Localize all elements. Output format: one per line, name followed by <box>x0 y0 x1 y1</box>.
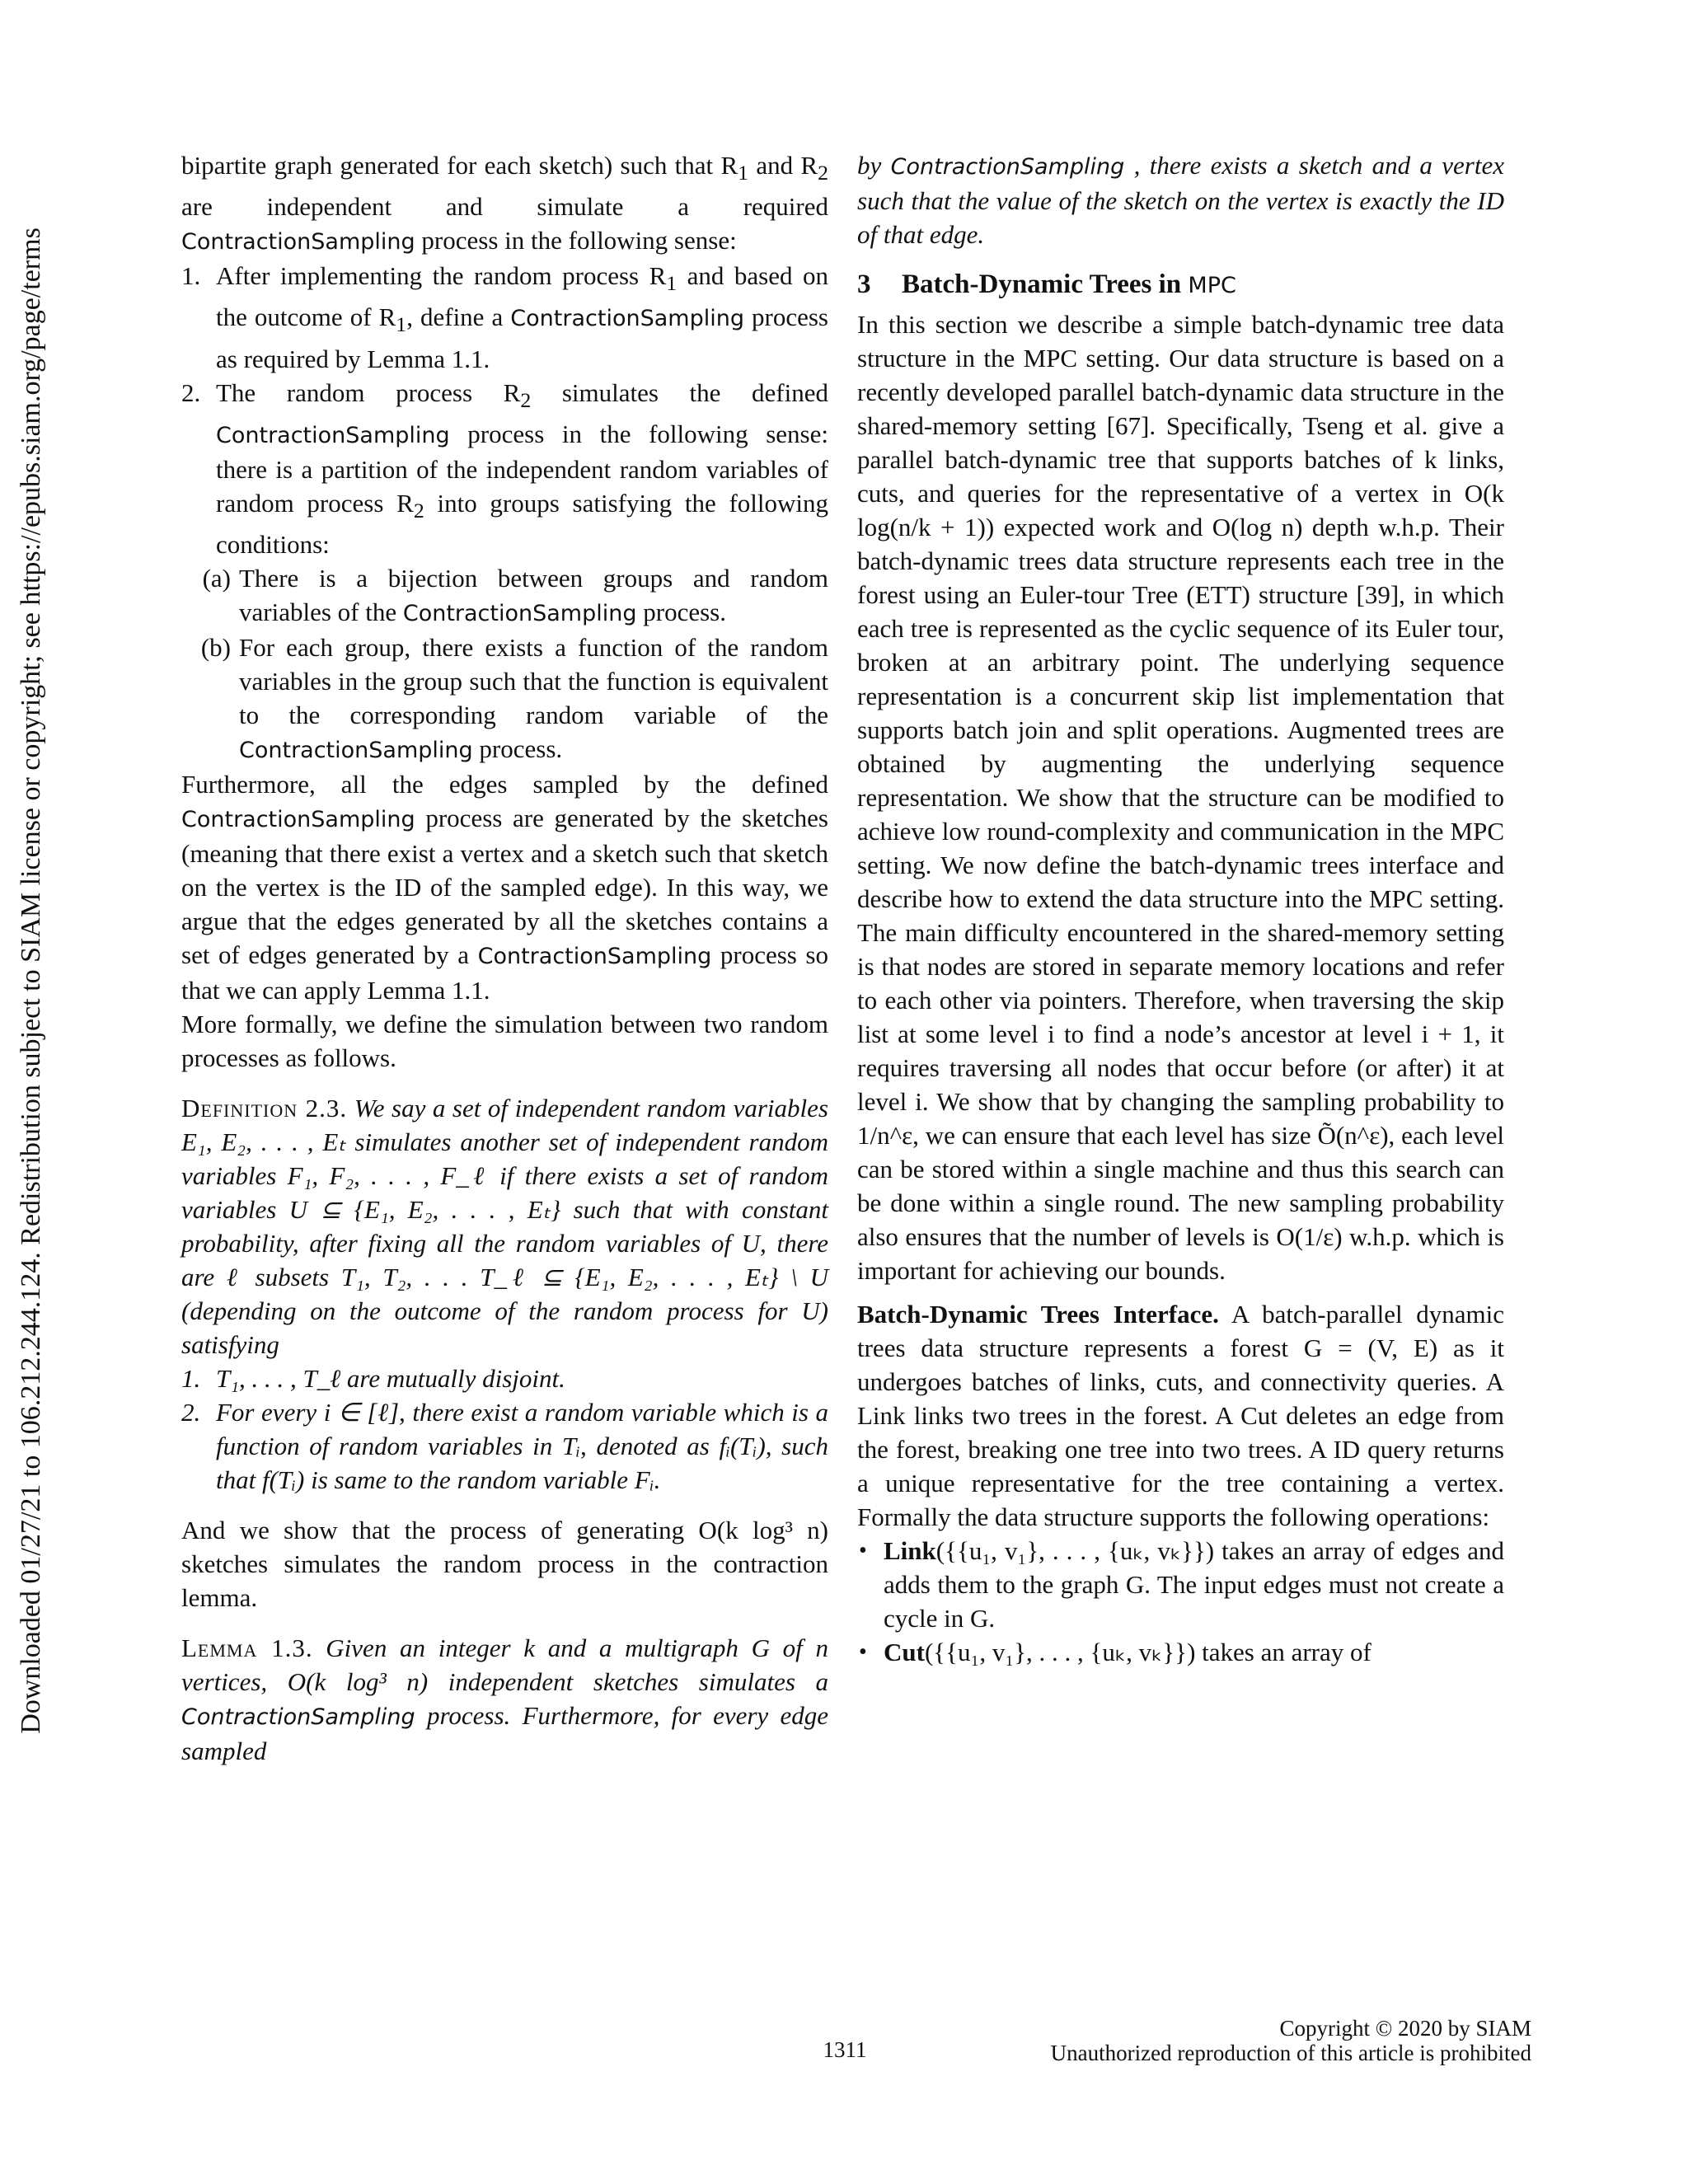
left-column <box>181 148 828 1768</box>
section-heading: 3 Batch-Dynamic Trees in MPC <box>857 269 1236 299</box>
interface-paragraph: Batch-Dynamic Trees Interface. A batch-parallel dynamic trees data structure represents a forest G = (V, E) as it undergoes batches of links, cuts, and connectivity queries. A Link links two trees in the forest. A Cut deletes an edge from the forest, breaking one tree into two trees. A ID query returns a unique representative for the tree containing a vertex. Formally the data structure supports the following operations: <box>857 1300 1504 1531</box>
download-notice-sidebar <box>12 136 51 1825</box>
right-column <box>857 148 1504 1669</box>
page-number: 1311 <box>823 2037 867 2062</box>
lemma-continuation: by ContractionSampling , there exists a sketch and a vertex such that the value of the sketch on the vertex is exactly the ID of that edge. <box>857 151 1504 249</box>
lemma-1-3: Lemma 1.3. Given an integer k and a multigraph G of n vertices, O(k log³ n) independent sketches simulates a ContractionSampling process. Furthermore, for every edge sampled <box>181 1633 828 1765</box>
sub-list-item: (a) There is a bijection between groups and random variables of the ContractionSampling process. <box>202 563 828 626</box>
bullet-item-link: • Link({{u₁, v₁}, . . . , {uₖ, vₖ}}) takes an array of edges and adds them to the graph G. The input edges must not create a cycle in G. <box>859 1536 1505 1633</box>
furthermore-paragraph: Furthermore, all the edges sampled by the defined ContractionSampling process are generated by the sketches (meaning that there exist a vertex and a sketch such that sketch on the vertex is the ID of the sampled edge). In this way, we argue that the edges generated by all the sketches contains a set of edges generated by a ContractionSampling process so that we can apply Lemma 1.1. <box>181 769 828 1005</box>
definition-item: 2. For every i ∈ [ℓ], there exist a random variable which is a function of random variables in Tᵢ, denoted as fᵢ(Tᵢ), such that f(Tᵢ) is same to the random variable Fᵢ. <box>181 1397 828 1494</box>
lemma-heading: Lemma 1.3. <box>181 1633 313 1662</box>
definition-heading: Definition 2.3. <box>181 1093 348 1122</box>
definition-item: 1. T₁, . . . , T_ℓ are mutually disjoint. <box>181 1363 565 1393</box>
list-item: 2. The random process $R_2$ simulates the defined ContractionSampling process in the following sense: there is a partition of the independent random variables of random process $R_2$ into groups satisfying the following conditions: <box>181 377 828 559</box>
copyright-notice: Copyright © 2020 by SIAM Unauthorized reproduction of this article is prohibited <box>1050 2016 1531 2065</box>
and-we-paragraph: And we show that the process of generating O(k log³ n) sketches simulates the random process in the contraction lemma. <box>181 1515 828 1612</box>
sub-list-item: (b) For each group, there exists a function of the random variables in the group such that the function is equivalent to the corresponding random variable of the ContractionSampling process. <box>200 632 828 763</box>
formally-paragraph: More formally, we define the simulation between two random processes as follows. <box>181 1009 828 1072</box>
section-intro-paragraph: In this section we describe a simple batch-dynamic tree data structure in the MPC setting. Our data structure is based on a recently developed parallel batch-dynamic data structure in the shared-memory setting [67]. Specifically, Tseng et al. give a parallel batch-dynamic tree that supports batches of k links, cuts, and queries for the representative of a vertex in O(k log(n/k + 1)) expected work and O(log n) depth w.h.p. Their batch-dynamic trees data structure represents each tree in the forest using an Euler-tour Tree (ETT) structure [39], in which each tree is represented as the cyclic sequence of its Euler tour, broken at an arbitrary point. The underlying sequence representation is a concurrent skip list implementation that supports batch join and split operations. Augmented trees are obtained by augmenting the underlying sequence representation. We show that the structure can be modified to achieve low round-complexity and communication in the MPC setting. We now define the batch-dynamic trees interface and describe how to extend the data structure into the MPC setting. The main difficulty encountered in the shared-memory setting is that nodes are stored in separate memory locations and refer to each other via pointers. Therefore, when traversing the skip list at some level i to find a node’s ancestor at level i + 1, it requires traversing all nodes that occur before (or after) it at level i. We show that by changing the sampling probability to 1/n^ε, we can ensure that each level has size Õ(n^ε), each level can be stored within a single machine and thus this search can be done within a single round. The new sampling probability also ensures that the number of levels is O(1/ε) w.h.p. which is important for achieving our bounds. <box>857 310 1504 1285</box>
download-notice-text: Downloaded 01/27/21 to 106.212.244.124. Redistribution subject to SIAM license or copyright; see https://epubs.siam.org/page/terms <box>16 227 47 1734</box>
list-item: 1. After implementing the random process $R_1$ and based on the outcome of $R_1$, define a ContractionSampling process as required by Lemma 1.1. <box>181 261 828 373</box>
intro-paragraph: bipartite graph generated for each sketch) such that $R_1$ and $R_2$ are independent and simulate a required ContractionSampling process in the following sense: <box>181 151 829 255</box>
bullet-item-cut: • Cut({{u₁, v₁}, . . . , {uₖ, vₖ}}) takes an array of <box>859 1638 1372 1666</box>
definition-2-3: Definition 2.3. We say a set of independent random variables E₁, E₂, . . . , Eₜ simulates another set of independent random variables F₁, F₂, . . . , F_ℓ if there exists a set of random variables U ⊆ {E₁, E₂, . . . , Eₜ} such that with constant probability, after fixing all the random variables of U, there are ℓ subsets T₁, T₂, . . . T_ℓ ⊆ {E₁, E₂, . . . , Eₜ} \ U (depending on the outcome of the random process for U) satisfying <box>181 1093 828 1359</box>
interface-heading: Batch-Dynamic Trees Interface. <box>857 1300 1219 1329</box>
